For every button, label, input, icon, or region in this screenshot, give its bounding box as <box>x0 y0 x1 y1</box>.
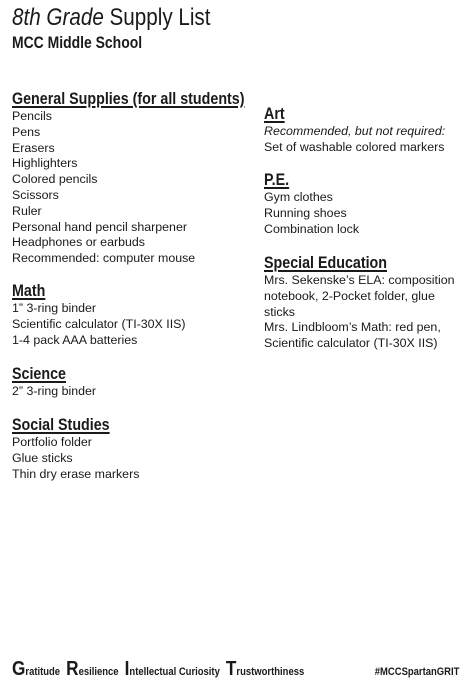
section-heading: Science <box>12 364 66 383</box>
title-supply-list: Supply List <box>103 4 211 31</box>
value-resilience <box>66 658 119 680</box>
list-item: Portfolio folder <box>12 435 92 449</box>
section-math <box>12 281 186 348</box>
value-rest: ntellectual Curiosity <box>129 666 220 678</box>
value-gratitude <box>12 658 61 680</box>
list-item: Pens <box>12 124 41 139</box>
list-item: Gym clothes <box>264 190 333 204</box>
value-initial: R <box>66 658 79 680</box>
supply-list <box>264 190 359 237</box>
list-item: Pencils <box>12 109 52 123</box>
section-pe <box>264 170 359 237</box>
list-item: Scientific calculator (TI-30X IIS) <box>12 316 186 331</box>
section-heading: General Supplies (for all students) <box>12 89 245 108</box>
section-art <box>264 104 445 156</box>
list-item: Glue sticks <box>12 450 73 465</box>
value-initial: T <box>225 658 237 680</box>
value-rest: ratitude <box>25 666 61 678</box>
list-item: Combination lock <box>264 221 360 236</box>
list-item: Personal hand pencil sharpener <box>12 219 187 234</box>
supply-list <box>12 109 289 267</box>
section-heading: Social Studies <box>12 415 110 434</box>
supply-list <box>12 384 96 400</box>
value-intellectual-curiosity <box>124 658 220 680</box>
list-item: Recommended: computer mouse <box>12 251 196 266</box>
supply-list <box>264 273 464 352</box>
section-general-supplies <box>12 89 289 267</box>
list-item: 1” 3-ring binder <box>12 301 97 315</box>
supply-list <box>264 140 445 156</box>
title-grade: 8th Grade <box>12 4 104 31</box>
section-heading: Math <box>12 281 46 300</box>
list-item: Highlighters <box>12 156 78 171</box>
value-rest: esilience <box>78 666 119 678</box>
section-science <box>12 364 96 400</box>
list-item: Thin dry erase markers <box>12 466 140 481</box>
grit-values <box>12 659 308 682</box>
school-name: MCC Middle School <box>12 33 143 52</box>
section-heading: P.E. <box>264 170 290 189</box>
hashtag: #MCCSpartanGRIT <box>374 666 459 678</box>
list-item: Running shoes <box>264 205 347 220</box>
supply-list <box>12 301 186 348</box>
list-item: Erasers <box>12 140 55 155</box>
section-social-studies <box>12 415 139 482</box>
list-item: Headphones or earbuds <box>12 235 145 250</box>
list-item: Set of washable colored markers <box>264 139 445 154</box>
value-initial: I <box>124 658 130 680</box>
list-item: Mrs. Lindbloom’s Math: red pen, Scientific calculator (TI-30X IIS) <box>264 320 441 351</box>
list-item: Colored pencils <box>12 172 98 187</box>
supply-list <box>12 435 139 482</box>
section-special-education <box>264 253 464 352</box>
section-heading: Art <box>264 104 285 123</box>
list-item: Scissors <box>12 187 59 202</box>
art-note: Recommended, but not required: <box>264 124 446 138</box>
list-item: Ruler <box>12 203 42 218</box>
list-item: 1-4 pack AAA batteries <box>12 332 138 347</box>
list-item: Mrs. Sekenske’s ELA: composition notebook, 2-Pocket folder, glue sticks <box>264 273 455 319</box>
list-item: 2” 3-ring binder <box>12 384 97 398</box>
page-title <box>12 4 210 32</box>
value-rest: rustworthiness <box>236 666 305 678</box>
section-heading: Special Education <box>264 253 388 272</box>
value-initial: G <box>12 658 26 680</box>
value-trustworthiness <box>225 658 305 680</box>
